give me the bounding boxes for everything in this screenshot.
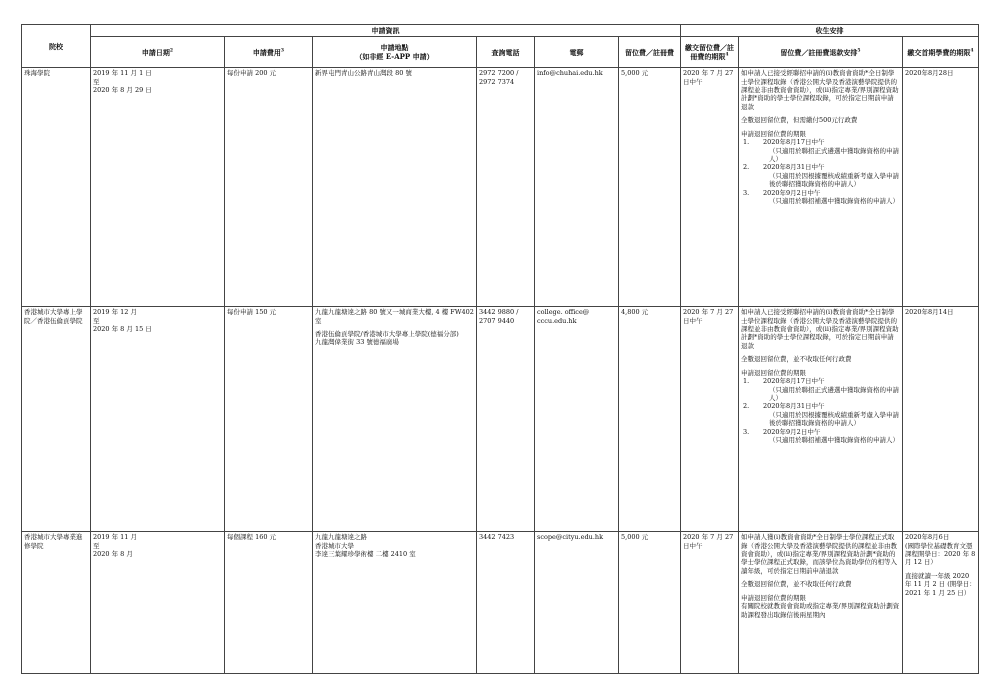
- email-cell: scope@cityu.edu.hk: [535, 532, 619, 674]
- header-group-admission: 收生安排: [681, 25, 979, 37]
- header-email: 電郵: [535, 37, 619, 68]
- app-date-cell: 2019 年 11 月 1 日 至 2020 年 8 月 29 日: [91, 68, 225, 307]
- refund-cell: 如申請人已接受經聯招申請的(i)教資會資助*全日制學士學位課程取錄（香港公開大學及香港演藝學院提供的課程並非由教資會資助），或(ii)指定專業/界別課程資助計劃*資助的學士學位課程取錄，可於指定日期前申請退款 全數退回留位費，並不收取任何行政費 申請退回留位費的期限 1. 2020年8月17日中午 （只適用於聯招正式遴選中獲取錄資格的申請人） 2. 2020年8月31日中午 （只適用於因根據覆核成績重新考慮入學申請後於聯招獲取錄資格的申請人） 3. 2020年9月2日中午 （只適用於聯招補選中獲取錄資格的申請人）: [739, 307, 903, 532]
- table-row: [22, 68, 979, 307]
- table-row: [22, 307, 979, 532]
- header-group-application: 申請資訊: [91, 25, 681, 37]
- email-cell: info@chuhai.edu.hk: [535, 68, 619, 307]
- deposit-cell: 4,800 元: [619, 307, 681, 532]
- app-date-cell: 2019 年 12 月 至 2020 年 8 月 15 日: [91, 307, 225, 532]
- deposit-cell: 5,000 元: [619, 68, 681, 307]
- app-address-cell: 九龍九龍塘達之路 80 號又一城商業大樓, 4 樓 FW402 室 香港伍倫貢學院/香港城市大學專上學院(德福分部) 九龍灣偉業街 33 號德福廣場: [313, 307, 477, 532]
- phone-cell: 3442 9880 / 2707 9440: [477, 307, 535, 532]
- deposit-deadline-cell: 2020 年 7 月 27 日中午: [681, 532, 739, 674]
- header-app-date: 申請日期$^2$: [91, 37, 225, 68]
- list-item: 3. 2020年9月2日中午 （只適用於聯招補選中獲取錄資格的申請人）: [743, 427, 899, 445]
- first-fee-cell: 2020年8月14日: [903, 307, 979, 532]
- institution-name: 香港城市大學專上學院／香港伍倫貢學院: [22, 307, 91, 532]
- app-date-cell: 2019 年 11 月 至 2020 年 8 月: [91, 532, 225, 674]
- admissions-table: [21, 24, 979, 674]
- header-refund: 留位費／註冊費退款安排$^5$: [739, 37, 903, 68]
- first-fee-cell: 2020年8月28日: [903, 68, 979, 307]
- list-item: 1. 2020年8月17日中午 （只適用於聯招正式遴選中獲取錄資格的申請人）: [743, 138, 899, 164]
- table-row: [22, 532, 979, 674]
- header-app-fee: 申請費用$^3$: [225, 37, 313, 68]
- deposit-deadline-cell: 2020 年 7 月 27 日中午: [681, 307, 739, 532]
- header-deposit: 留位費／註冊費: [619, 37, 681, 68]
- phone-cell: 3442 7423: [477, 532, 535, 674]
- list-item: 2. 2020年8月31日中午 （只適用於因根據覆核成績重新考慮入學申請後於聯招獲取錄資格的申請人）: [743, 402, 899, 428]
- app-fee-cell: 每份申請 150 元: [225, 307, 313, 532]
- app-address-cell: 新界屯門青山公路青山灣段 80 號: [313, 68, 477, 307]
- refund-cell: 如申請人獲(i)教資會資助*全日制學士學位課程正式取錄（香港公開大學及香港演藝學院提供的課程並非由教資會資助），或(ii)指定專業/界別課程資助計劃*資助的學士學位課程正式取錄，而該學位為資助學位的相等入讀年級，可於指定日期前申請退款 全數退回留位費，並不收取任何行政費 申請退回留位費的期限 有關院校就教資會資助或指定專業/界別課程資助計劃資助課程發出取錄信後兩星期內: [739, 532, 903, 674]
- app-fee-cell: 每份申請 200 元: [225, 68, 313, 307]
- header-first-fee-deadline: 繳交首期學費的期限$^4$: [903, 37, 979, 68]
- header-enquiry-phone: 查詢電話: [477, 37, 535, 68]
- list-item: 1. 2020年8月17日中午 （只適用於聯招正式遴選中獲取錄資格的申請人）: [743, 377, 899, 403]
- header-deposit-deadline: 繳交留位費／註冊費的期限$^4$: [681, 37, 739, 68]
- email-cell: college. office@ cccu.edu.hk: [535, 307, 619, 532]
- app-fee-cell: 每個課程 160 元: [225, 532, 313, 674]
- list-item: 3. 2020年9月2日中午 （只適用於聯招補選中獲取錄資格的申請人）: [743, 188, 899, 206]
- header-institution: 院校: [22, 25, 91, 68]
- app-address-cell: 九龍九龍塘達之路 香港城市大學 李達三葉耀珍學術樓 二樓 2410 室: [313, 532, 477, 674]
- first-fee-cell: 2020年8月6日 (國際學位基礎教育文憑課程開學日：2020 年 8 月 12 日） 直接就讀一年級 2020 年 11 月 2 日 (開學日：2021 年 1 月 25 日）: [903, 532, 979, 674]
- refund-cell: 如申請人已接受經聯招申請的(i)教資會資助*全日制學士學位課程取錄（香港公開大學及香港演藝學院提供的課程並非由教資會資助），或(ii)指定專業/界別課程資助計劃*資助的學士學位課程取錄，可於指定日期前申請退款 全數退回留位費，但需繳付500元行政費 申請退回留位費的期限 1. 2020年8月17日中午 （只適用於聯招正式遴選中獲取錄資格的申請人） 2. 2020年8月31日中午 （只適用於因根據覆核成績重新考慮入學申請後於聯招獲取錄資格的申請人） 3. 2020年9月2日中午 （只適用於聯招補選中獲取錄資格的申請人）: [739, 68, 903, 307]
- deposit-cell: 5,000 元: [619, 532, 681, 674]
- institution-name: 珠海學院: [22, 68, 91, 307]
- deposit-deadline-cell: 2020 年 7 月 27 日中午: [681, 68, 739, 307]
- institution-name: 香港城市大學專業進修學院: [22, 532, 91, 674]
- phone-cell: 2972 7200 / 2972 7374: [477, 68, 535, 307]
- list-item: 2. 2020年8月31日中午 （只適用於因根據覆核成績重新考慮入學申請後於聯招獲取錄資格的申請人）: [743, 163, 899, 189]
- header-app-address: 申請地點 （如非經 E-APP 申請）: [313, 37, 477, 68]
